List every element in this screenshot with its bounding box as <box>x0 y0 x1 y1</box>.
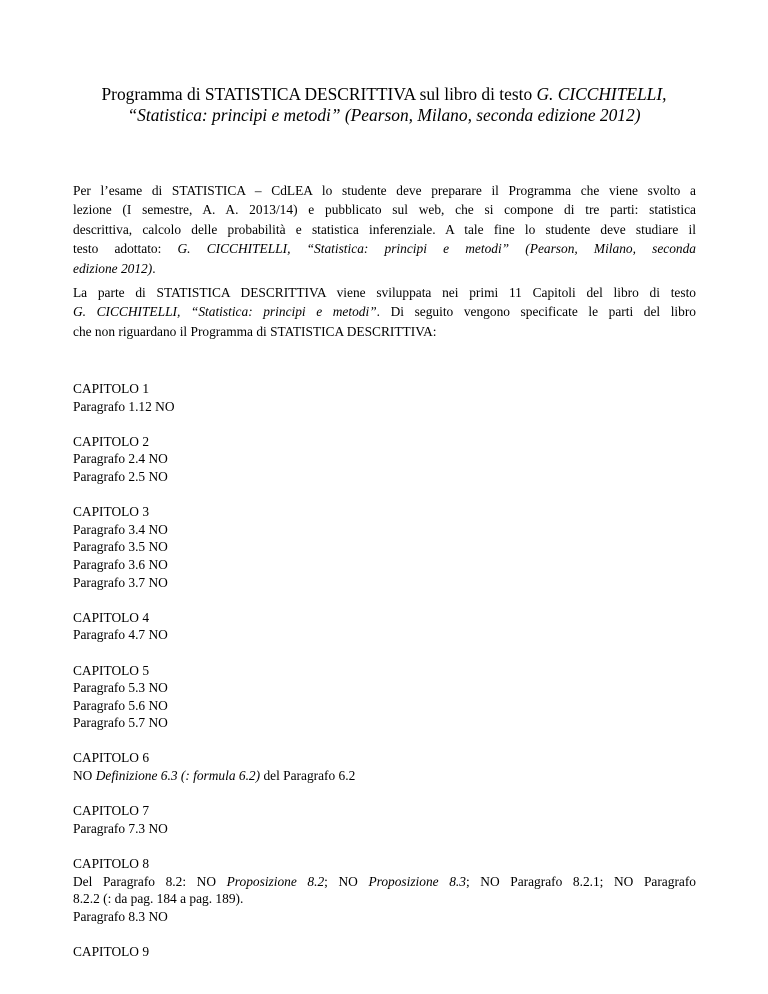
chapter-6-text-c: del Paragrafo 6.2 <box>260 768 356 784</box>
intro-line-5 <box>73 259 696 278</box>
chapter-8-text-c: ; NO <box>324 873 369 889</box>
intro-line-4 <box>73 239 696 258</box>
chapter-heading: CAPITOLO 1 <box>73 381 150 396</box>
chapter-item: Paragrafo 5.7 NO <box>73 715 168 731</box>
chapter-8-proposition-1: Proposizione 8.2 <box>226 873 325 889</box>
intro-line-3: descrittiva, calcolo delle probabilità e statistica inferenziale. A tale fine lo studente deve studiare il <box>73 221 696 237</box>
chapter-heading: CAPITOLO 4 <box>73 609 150 625</box>
chapter-item: Paragrafo 5.6 NO <box>73 697 168 713</box>
chapter-heading: CAPITOLO 7 <box>73 803 150 819</box>
title-author: G. CICCHITELLI, <box>536 84 667 104</box>
chapter-heading: CAPITOLO 3 <box>73 504 150 520</box>
chapter-8-proposition-2: Proposizione 8.3 <box>368 873 466 889</box>
chapter-heading: CAPITOLO 6 <box>73 750 150 766</box>
chapter-heading: CAPITOLO 9 <box>73 944 150 959</box>
chapter-2 <box>73 433 696 486</box>
intro-line-4-text: testo adottato: <box>73 241 178 257</box>
intro-paragraph <box>73 181 696 278</box>
chapter-item: Paragrafo 4.7 NO <box>73 627 168 643</box>
chapter-6-text-a: NO <box>73 768 96 784</box>
chapter-8-text-e: ; NO Paragrafo 8.2.1; NO Paragrafo <box>465 873 697 889</box>
part-line-2-book: G. CICCHITELLI, “Statistica: principi e metodi” <box>73 304 377 320</box>
chapter-1 <box>73 380 696 415</box>
chapter-5 <box>73 662 696 732</box>
part-paragraph <box>73 283 696 341</box>
part-line-2-text: . Di seguito vengono specificate le parti del libro <box>376 304 696 320</box>
title-book: “Statistica: principi e metodi” (Pearson, Milano, seconda edizione 2012) <box>127 105 641 125</box>
chapter-item: Paragrafo 3.6 NO <box>73 556 168 572</box>
chapter-item: 8.2.2 (: da pag. 184 a pag. 189). <box>73 891 244 907</box>
chapter-4 <box>73 609 696 644</box>
chapter-item: Paragrafo 2.4 NO <box>73 451 168 467</box>
chapter-item <box>73 767 696 785</box>
chapter-6 <box>73 749 696 784</box>
chapter-7 <box>73 802 696 837</box>
intro-line-2: lezione (I semestre, A. A. 2013/14) e pubblicato sul web, che si compone di tre parti: statistica <box>73 202 696 218</box>
chapter-item: Paragrafo 2.5 NO <box>73 468 168 484</box>
chapter-item: Paragrafo 8.3 NO <box>73 908 168 924</box>
chapter-6-definition: Definizione 6.3 (: formula 6.2) <box>95 768 261 784</box>
document-title <box>60 84 708 126</box>
chapter-heading: CAPITOLO 8 <box>73 856 150 872</box>
intro-line-5-edition: edizione 2012) <box>73 260 153 276</box>
chapter-list <box>73 380 696 961</box>
part-line-3: che non riguardano il Programma di STATISTICA DESCRITTIVA: <box>73 323 437 339</box>
chapter-item: Paragrafo 3.7 NO <box>73 574 168 590</box>
chapter-item: Paragrafo 3.4 NO <box>73 521 168 537</box>
intro-line-1: Per l’esame di STATISTICA – CdLEA lo studente deve preparare il Programma che viene svolto a <box>73 183 696 198</box>
intro-line-4-book: G. CICCHITELLI, “Statistica: principi e metodi” (Pearson, Milano, seconda <box>177 241 697 257</box>
chapter-heading: CAPITOLO 2 <box>73 433 150 449</box>
part-line-1: La parte di STATISTICA DESCRITTIVA viene sviluppata nei primi 11 Capitoli del libro di testo <box>73 285 696 300</box>
chapter-item: Paragrafo 7.3 NO <box>73 820 168 836</box>
chapter-3 <box>73 503 696 591</box>
part-line-2 <box>73 302 696 321</box>
chapter-heading: CAPITOLO 5 <box>73 662 150 678</box>
chapter-8 <box>73 855 696 925</box>
chapter-item: Paragrafo 5.3 NO <box>73 680 168 696</box>
intro-line-5-end: . <box>152 260 156 276</box>
chapter-item: Paragrafo 1.12 NO <box>73 398 175 414</box>
title-line-1 <box>60 84 708 105</box>
title-line-2 <box>60 105 708 126</box>
chapter-9 <box>73 943 696 961</box>
chapter-item <box>73 873 696 891</box>
chapter-8-text-a: Del Paragrafo 8.2: NO <box>73 873 227 889</box>
title-text: Programma di STATISTICA DESCRITTIVA sul libro di testo <box>101 84 537 104</box>
chapter-item: Paragrafo 3.5 NO <box>73 539 168 555</box>
